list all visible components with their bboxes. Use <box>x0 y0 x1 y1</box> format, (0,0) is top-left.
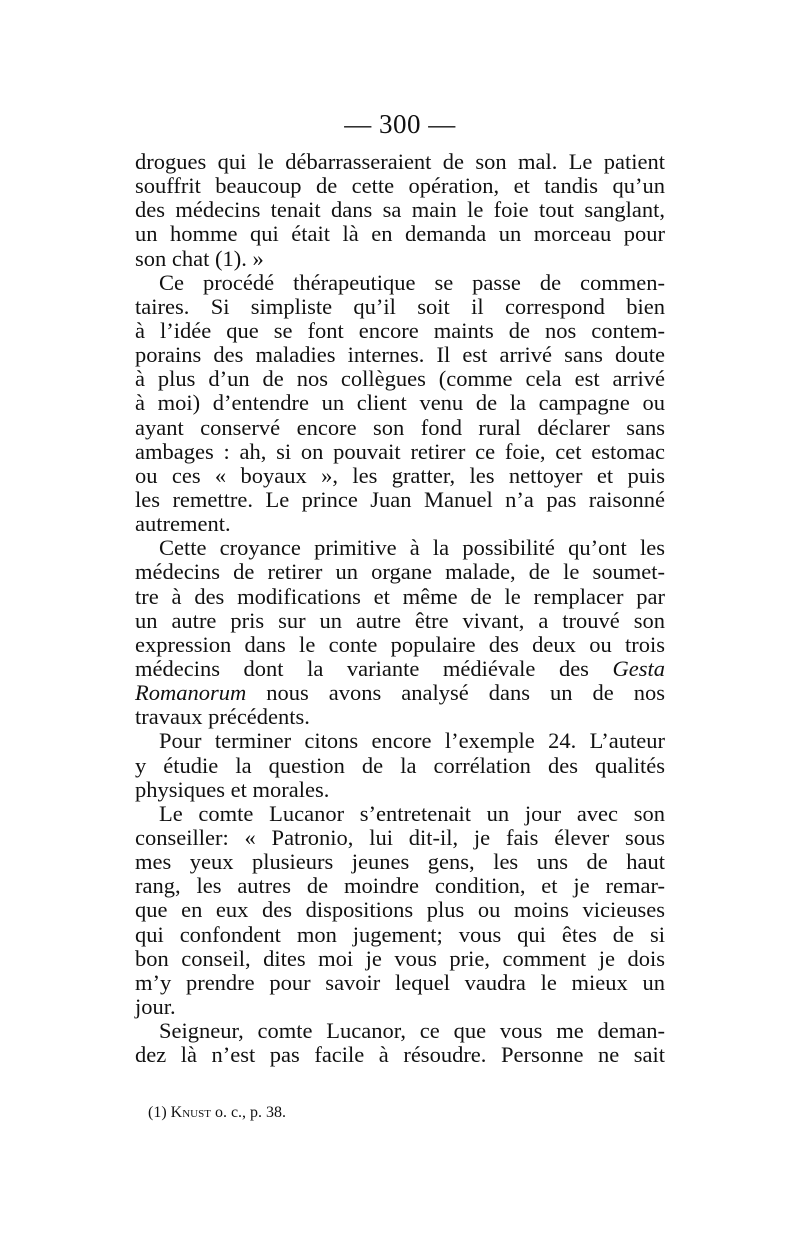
text-line: porains des maladies internes. Il est arrivé sans doute <box>135 342 665 368</box>
text-line: souffrit beaucoup de cette opération, et tandis qu’un <box>135 173 665 199</box>
text-line: médecins de retirer un organe malade, de le soumet- <box>135 559 665 585</box>
text-line: tre à des modifications et même de le remplacer par <box>135 583 665 609</box>
text-line: autrement. <box>135 511 231 537</box>
page-number: — 300 — <box>344 109 456 139</box>
footnote <box>148 1102 286 1124</box>
text-line: physiques et morales. <box>135 776 330 802</box>
text-line: ambages : ah, si on pouvait retirer ce foie, cet estomac <box>135 438 665 464</box>
text-line: m’y prendre pour savoir lequel vaudra le mieux un <box>135 969 665 995</box>
text-line: expression dans le conte populaire des deux ou trois <box>135 631 665 657</box>
text-line: taires. Si simpliste qu’il soit il correspond bien <box>135 293 665 319</box>
text-line: dez là n’est pas facile à résoudre. Personne ne sait <box>135 1042 665 1068</box>
text-line: à moi) d’entendre un client venu de la campagne ou <box>135 390 665 416</box>
text-line: que en eux des dispositions plus ou moins vicieuses <box>135 897 665 923</box>
text-line: mes yeux plusieurs jeunes gens, les uns de haut <box>135 849 665 875</box>
text-line: médecins dont la variante médiévale des Gesta <box>135 655 665 681</box>
text-line: drogues qui le débarrasseraient de son mal. Le patient <box>135 149 665 174</box>
text-line: des médecins tenait dans sa main le foie tout sanglant, <box>135 197 665 223</box>
text-line: bon conseil, dites moi je vous prie, comment je dois <box>135 945 665 971</box>
text-line: ayant conservé encore son fond rural déclarer sans <box>135 414 665 440</box>
text-line: y étudie la question de la corrélation des qualités <box>135 752 665 778</box>
text-line: Cette croyance primitive à la possibilité qu’ont les <box>159 535 665 561</box>
text-line: qui confondent mon jugement; vous qui êtes de si <box>135 921 665 947</box>
footnote-author: Knust <box>170 1104 211 1121</box>
text-line: rang, les autres de moindre condition, et je remar- <box>135 873 665 899</box>
text-line: Pour terminer citons encore l’exemple 24. L’auteur <box>159 728 665 754</box>
text-line: Seigneur, comte Lucanor, ce que vous me deman- <box>159 1018 665 1044</box>
footnote-reference: o. c., p. 38. <box>214 1104 287 1121</box>
text-line: Ce procédé thérapeutique se passe de commen- <box>159 269 665 295</box>
footnote-marker: (1) <box>148 1104 167 1121</box>
text-line: Le comte Lucanor s’entretenait un jour avec son <box>159 800 665 826</box>
body-text <box>135 150 665 1067</box>
text-line: un homme qui était là en demanda un morceau pour <box>135 221 665 247</box>
text-line: Romanorum nous avons analysé dans un de nos <box>135 680 665 706</box>
text-line: ou ces « boyaux », les gratter, les nettoyer et puis <box>135 462 665 488</box>
text-line: jour. <box>135 993 176 1019</box>
text-line: un autre pris sur un autre être vivant, a trouvé son <box>135 607 665 633</box>
text-line: à plus d’un de nos collègues (comme cela est arrivé <box>135 366 665 392</box>
text-line: travaux précédents. <box>135 704 310 730</box>
text-line: conseiller: « Patronio, lui dit-il, je fais élever sous <box>135 824 665 850</box>
text-line: à l’idée que se font encore maints de nos contem- <box>135 317 665 343</box>
text-line: les remettre. Le prince Juan Manuel n’a pas raisonné <box>135 486 665 512</box>
text-line: son chat (1). » <box>135 245 264 271</box>
